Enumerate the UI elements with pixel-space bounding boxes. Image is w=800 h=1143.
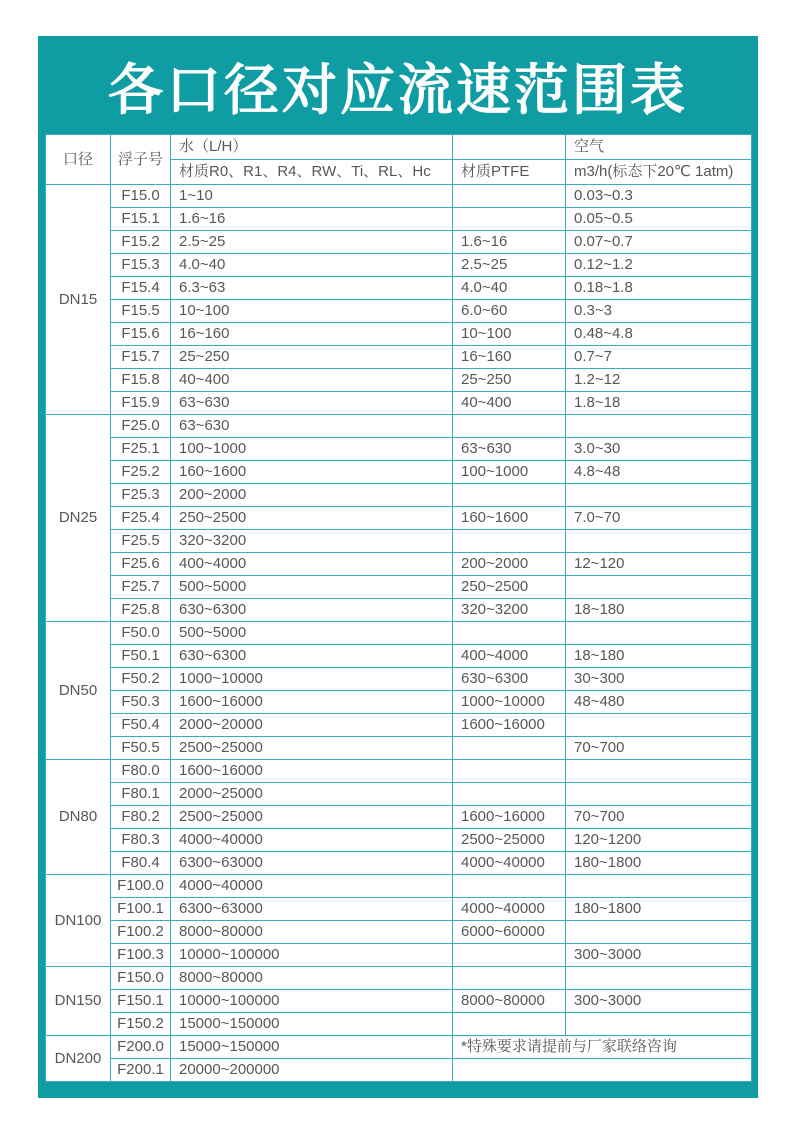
- air-flow-cell: 300~3000: [566, 944, 752, 967]
- table-row: [46, 737, 752, 760]
- table-header: [46, 135, 752, 185]
- air-flow-cell: 70~700: [566, 806, 752, 829]
- ptfe-flow-cell: 8000~80000: [453, 990, 566, 1013]
- float-number-cell: F25.2: [111, 461, 171, 484]
- ptfe-flow-cell: 2500~25000: [453, 829, 566, 852]
- water-flow-cell: 10000~100000: [171, 944, 453, 967]
- header-ptfe-blank: [453, 135, 566, 160]
- table-row: [46, 852, 752, 875]
- air-flow-cell: 0.07~0.7: [566, 231, 752, 254]
- header-row-1: [46, 135, 752, 160]
- water-flow-cell: 160~1600: [171, 461, 453, 484]
- header-water-material: 材质R0、R1、R4、RW、Ti、RL、Hc: [171, 160, 453, 185]
- float-number-cell: F100.3: [111, 944, 171, 967]
- header-float-number: 浮子号: [111, 135, 171, 185]
- ptfe-flow-cell: 630~6300: [453, 668, 566, 691]
- water-flow-cell: 2.5~25: [171, 231, 453, 254]
- water-flow-cell: 1.6~16: [171, 208, 453, 231]
- float-number-cell: F15.6: [111, 323, 171, 346]
- ptfe-flow-cell: 400~4000: [453, 645, 566, 668]
- float-number-cell: F50.2: [111, 668, 171, 691]
- float-number-cell: F15.4: [111, 277, 171, 300]
- air-flow-cell: 0.48~4.8: [566, 323, 752, 346]
- table-row: [46, 967, 752, 990]
- float-number-cell: F80.0: [111, 760, 171, 783]
- table-row: [46, 645, 752, 668]
- table-row: [46, 875, 752, 898]
- table-row: [46, 1059, 752, 1082]
- diameter-cell: DN25: [46, 415, 111, 622]
- water-flow-cell: 8000~80000: [171, 967, 453, 990]
- ptfe-flow-cell: 40~400: [453, 392, 566, 415]
- ptfe-flow-cell: 16~160: [453, 346, 566, 369]
- table-row: [46, 323, 752, 346]
- float-number-cell: F80.1: [111, 783, 171, 806]
- ptfe-flow-cell: 63~630: [453, 438, 566, 461]
- air-flow-cell: 0.7~7: [566, 346, 752, 369]
- water-flow-cell: 320~3200: [171, 530, 453, 553]
- water-flow-cell: 2500~25000: [171, 737, 453, 760]
- diameter-cell: DN200: [46, 1036, 111, 1082]
- air-flow-cell: 48~480: [566, 691, 752, 714]
- water-flow-cell: 500~5000: [171, 622, 453, 645]
- table-row: [46, 346, 752, 369]
- diameter-cell: DN15: [46, 185, 111, 415]
- float-number-cell: F25.3: [111, 484, 171, 507]
- ptfe-flow-cell: [453, 185, 566, 208]
- air-flow-cell: 180~1800: [566, 898, 752, 921]
- water-flow-cell: 6.3~63: [171, 277, 453, 300]
- air-flow-cell: 70~700: [566, 737, 752, 760]
- ptfe-flow-cell: 4000~40000: [453, 852, 566, 875]
- table-row: [46, 507, 752, 530]
- float-number-cell: F15.5: [111, 300, 171, 323]
- water-flow-cell: 63~630: [171, 392, 453, 415]
- table-row: [46, 783, 752, 806]
- float-number-cell: F25.6: [111, 553, 171, 576]
- ptfe-flow-cell: 320~3200: [453, 599, 566, 622]
- water-flow-cell: 4000~40000: [171, 829, 453, 852]
- water-flow-cell: 630~6300: [171, 599, 453, 622]
- table-row: [46, 185, 752, 208]
- table-row: [46, 231, 752, 254]
- float-number-cell: F100.2: [111, 921, 171, 944]
- table-row: [46, 668, 752, 691]
- table-row: [46, 1036, 752, 1059]
- table-row: [46, 760, 752, 783]
- air-flow-cell: 0.03~0.3: [566, 185, 752, 208]
- header-water: 水（L/H）: [171, 135, 453, 160]
- water-flow-cell: 200~2000: [171, 484, 453, 507]
- air-flow-cell: 0.05~0.5: [566, 208, 752, 231]
- ptfe-flow-cell: 10~100: [453, 323, 566, 346]
- float-number-cell: F15.3: [111, 254, 171, 277]
- water-flow-cell: 8000~80000: [171, 921, 453, 944]
- float-number-cell: F25.8: [111, 599, 171, 622]
- air-flow-cell: 1.8~18: [566, 392, 752, 415]
- diameter-cell: DN80: [46, 760, 111, 875]
- ptfe-flow-cell: 160~1600: [453, 507, 566, 530]
- water-flow-cell: 100~1000: [171, 438, 453, 461]
- ptfe-flow-cell: 250~2500: [453, 576, 566, 599]
- table-row: [46, 392, 752, 415]
- float-number-cell: F15.8: [111, 369, 171, 392]
- ptfe-flow-cell: 1600~16000: [453, 714, 566, 737]
- ptfe-flow-cell: 200~2000: [453, 553, 566, 576]
- table-row: [46, 691, 752, 714]
- air-flow-cell: 0.18~1.8: [566, 277, 752, 300]
- air-flow-cell: [566, 921, 752, 944]
- water-flow-cell: 250~2500: [171, 507, 453, 530]
- float-number-cell: F100.0: [111, 875, 171, 898]
- ptfe-flow-cell: [453, 622, 566, 645]
- ptfe-flow-cell: 1.6~16: [453, 231, 566, 254]
- air-flow-cell: 0.12~1.2: [566, 254, 752, 277]
- table-row: [46, 277, 752, 300]
- air-flow-cell: 120~1200: [566, 829, 752, 852]
- header-diameter: 口径: [46, 135, 111, 185]
- table-body: [46, 185, 752, 1082]
- water-flow-cell: 500~5000: [171, 576, 453, 599]
- note-cell: [453, 1059, 752, 1082]
- ptfe-flow-cell: [453, 944, 566, 967]
- diameter-cell: DN100: [46, 875, 111, 967]
- ptfe-flow-cell: 1000~10000: [453, 691, 566, 714]
- float-number-cell: F80.4: [111, 852, 171, 875]
- table-row: [46, 438, 752, 461]
- water-flow-cell: 63~630: [171, 415, 453, 438]
- table-row: [46, 254, 752, 277]
- float-number-cell: F150.0: [111, 967, 171, 990]
- ptfe-flow-cell: 4000~40000: [453, 898, 566, 921]
- water-flow-cell: 6300~63000: [171, 852, 453, 875]
- air-flow-cell: [566, 484, 752, 507]
- ptfe-flow-cell: 25~250: [453, 369, 566, 392]
- ptfe-flow-cell: 100~1000: [453, 461, 566, 484]
- table-row: [46, 461, 752, 484]
- float-number-cell: F15.1: [111, 208, 171, 231]
- water-flow-cell: 4000~40000: [171, 875, 453, 898]
- float-number-cell: F80.3: [111, 829, 171, 852]
- float-number-cell: F200.1: [111, 1059, 171, 1082]
- air-flow-cell: 3.0~30: [566, 438, 752, 461]
- table-row: [46, 622, 752, 645]
- float-number-cell: F50.1: [111, 645, 171, 668]
- note-cell: *特殊要求请提前与厂家联络咨询: [453, 1036, 752, 1059]
- table-row: [46, 530, 752, 553]
- float-number-cell: F15.0: [111, 185, 171, 208]
- water-flow-cell: 40~400: [171, 369, 453, 392]
- table-row: [46, 990, 752, 1013]
- air-flow-cell: [566, 967, 752, 990]
- flow-rate-table: [45, 134, 752, 1082]
- table-row: [46, 576, 752, 599]
- water-flow-cell: 4.0~40: [171, 254, 453, 277]
- water-flow-cell: 10~100: [171, 300, 453, 323]
- header-air: 空气: [566, 135, 752, 160]
- water-flow-cell: 15000~150000: [171, 1036, 453, 1059]
- table-row: [46, 1013, 752, 1036]
- water-flow-cell: 2000~25000: [171, 783, 453, 806]
- table-row: [46, 599, 752, 622]
- float-number-cell: F50.5: [111, 737, 171, 760]
- water-flow-cell: 630~6300: [171, 645, 453, 668]
- table-row: [46, 806, 752, 829]
- teal-panel: [38, 36, 758, 1098]
- table-row: [46, 369, 752, 392]
- table-row: [46, 300, 752, 323]
- air-flow-cell: [566, 622, 752, 645]
- diameter-cell: DN50: [46, 622, 111, 760]
- water-flow-cell: 6300~63000: [171, 898, 453, 921]
- float-number-cell: F100.1: [111, 898, 171, 921]
- table-row: [46, 484, 752, 507]
- float-number-cell: F50.3: [111, 691, 171, 714]
- water-flow-cell: 16~160: [171, 323, 453, 346]
- float-number-cell: F25.1: [111, 438, 171, 461]
- air-flow-cell: [566, 576, 752, 599]
- float-number-cell: F15.7: [111, 346, 171, 369]
- float-number-cell: F25.0: [111, 415, 171, 438]
- air-flow-cell: 18~180: [566, 645, 752, 668]
- page-title: 各口径对应流速范围表: [107, 58, 688, 121]
- ptfe-flow-cell: [453, 415, 566, 438]
- water-flow-cell: 2000~20000: [171, 714, 453, 737]
- water-flow-cell: 15000~150000: [171, 1013, 453, 1036]
- ptfe-flow-cell: 4.0~40: [453, 277, 566, 300]
- air-flow-cell: 18~180: [566, 599, 752, 622]
- water-flow-cell: 25~250: [171, 346, 453, 369]
- air-flow-cell: 300~3000: [566, 990, 752, 1013]
- air-flow-cell: 4.8~48: [566, 461, 752, 484]
- float-number-cell: F150.2: [111, 1013, 171, 1036]
- float-number-cell: F200.0: [111, 1036, 171, 1059]
- float-number-cell: F25.4: [111, 507, 171, 530]
- table-row: [46, 898, 752, 921]
- air-flow-cell: [566, 530, 752, 553]
- table-row: [46, 415, 752, 438]
- diameter-cell: DN150: [46, 967, 111, 1036]
- table-row: [46, 944, 752, 967]
- float-number-cell: F150.1: [111, 990, 171, 1013]
- water-flow-cell: 400~4000: [171, 553, 453, 576]
- ptfe-flow-cell: 6.0~60: [453, 300, 566, 323]
- float-number-cell: F80.2: [111, 806, 171, 829]
- ptfe-flow-cell: 6000~60000: [453, 921, 566, 944]
- water-flow-cell: 1600~16000: [171, 760, 453, 783]
- air-flow-cell: [566, 783, 752, 806]
- ptfe-flow-cell: [453, 760, 566, 783]
- ptfe-flow-cell: [453, 530, 566, 553]
- header-air-unit: m3/h(标态下20℃ 1atm): [566, 160, 752, 185]
- air-flow-cell: [566, 760, 752, 783]
- header-ptfe-material: 材质PTFE: [453, 160, 566, 185]
- water-flow-cell: 10000~100000: [171, 990, 453, 1013]
- ptfe-flow-cell: 1600~16000: [453, 806, 566, 829]
- ptfe-flow-cell: 2.5~25: [453, 254, 566, 277]
- float-number-cell: F50.4: [111, 714, 171, 737]
- ptfe-flow-cell: [453, 208, 566, 231]
- air-flow-cell: 180~1800: [566, 852, 752, 875]
- table-row: [46, 553, 752, 576]
- ptfe-flow-cell: [453, 484, 566, 507]
- ptfe-flow-cell: [453, 783, 566, 806]
- ptfe-flow-cell: [453, 875, 566, 898]
- air-flow-cell: 1.2~12: [566, 369, 752, 392]
- air-flow-cell: 30~300: [566, 668, 752, 691]
- ptfe-flow-cell: [453, 737, 566, 760]
- float-number-cell: F50.0: [111, 622, 171, 645]
- air-flow-cell: [566, 714, 752, 737]
- float-number-cell: F15.9: [111, 392, 171, 415]
- water-flow-cell: 1600~16000: [171, 691, 453, 714]
- float-number-cell: F25.5: [111, 530, 171, 553]
- table-row: [46, 829, 752, 852]
- table-row: [46, 714, 752, 737]
- water-flow-cell: 2500~25000: [171, 806, 453, 829]
- ptfe-flow-cell: [453, 1013, 566, 1036]
- air-flow-cell: 12~120: [566, 553, 752, 576]
- ptfe-flow-cell: [453, 967, 566, 990]
- water-flow-cell: 20000~200000: [171, 1059, 453, 1082]
- air-flow-cell: [566, 415, 752, 438]
- air-flow-cell: [566, 1013, 752, 1036]
- float-number-cell: F15.2: [111, 231, 171, 254]
- table-row: [46, 208, 752, 231]
- table-row: [46, 921, 752, 944]
- water-flow-cell: 1000~10000: [171, 668, 453, 691]
- air-flow-cell: 7.0~70: [566, 507, 752, 530]
- water-flow-cell: 1~10: [171, 185, 453, 208]
- air-flow-cell: 0.3~3: [566, 300, 752, 323]
- air-flow-cell: [566, 875, 752, 898]
- float-number-cell: F25.7: [111, 576, 171, 599]
